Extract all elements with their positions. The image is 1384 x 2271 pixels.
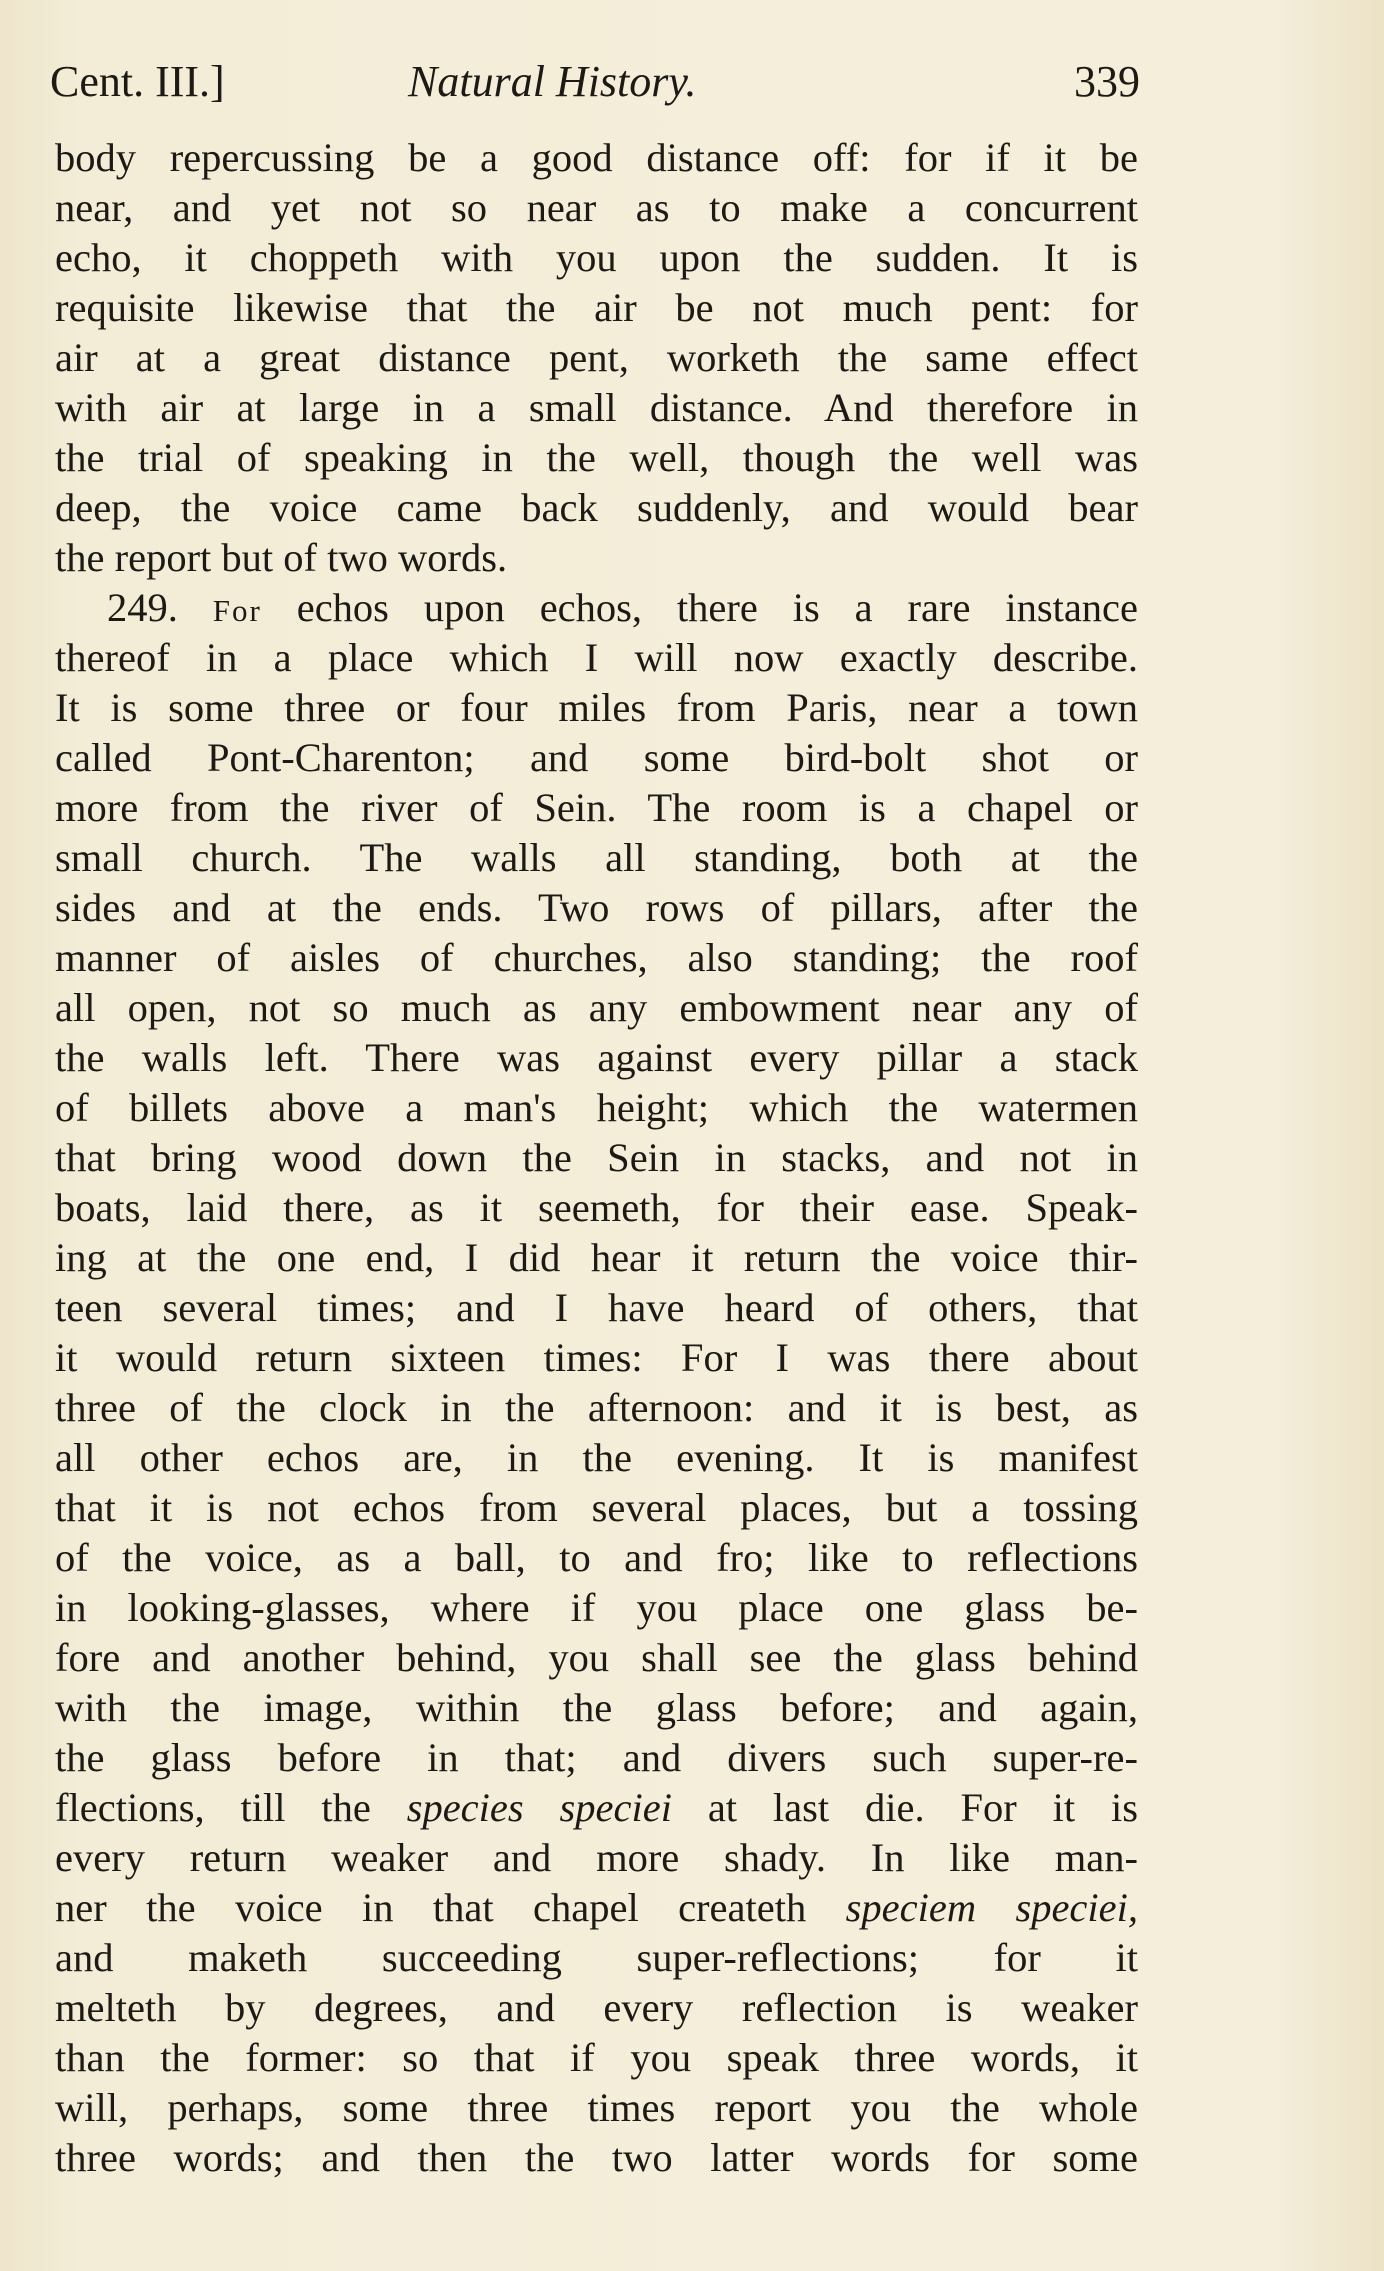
text-line: body repercussing be a good distance off: for if it be	[55, 135, 1138, 180]
section-label: Cent. III.]	[50, 57, 225, 106]
paragraph-start-line	[55, 583, 1138, 633]
text-line: It is some three or four miles from Paris, near a town	[55, 685, 1138, 730]
text-line: boats, laid there, as it seemeth, for their ease. Speak-	[55, 1185, 1138, 1230]
text-line: that it is not echos from several places, but a tossing	[55, 1485, 1138, 1530]
text-line: all open, not so much as any embowment near any of	[55, 985, 1138, 1030]
text-line: the glass before in that; and divers such super-re-	[55, 1735, 1138, 1780]
text-line: will, perhaps, some three times report you the whole	[55, 2085, 1138, 2130]
text-line: fore and another behind, you shall see the glass behind	[55, 1635, 1138, 1680]
text-line: air at a great distance pent, worketh the same effect	[55, 335, 1138, 380]
text-line: every return weaker and more shady. In like man-	[55, 1835, 1138, 1880]
text-line: with air at large in a small distance. And therefore in	[55, 385, 1138, 430]
text-line: in looking-glasses, where if you place one glass be-	[55, 1585, 1138, 1630]
text-line: than the former: so that if you speak three words, it	[55, 2035, 1138, 2080]
page-number: 339	[1074, 57, 1140, 106]
text-line: that bring wood down the Sein in stacks, and not in	[55, 1135, 1138, 1180]
text-line: deep, the voice came back suddenly, and would bear	[55, 485, 1138, 530]
text-line: the report but of two words.	[55, 535, 508, 580]
text-line: near, and yet not so near as to make a concurrent	[55, 185, 1138, 230]
text-line: called Pont-Charenton; and some bird-bolt shot or	[55, 735, 1138, 780]
text-line: sides and at the ends. Two rows of pillars, after the	[55, 885, 1138, 930]
text-line: more from the river of Sein. The room is a chapel or	[55, 785, 1138, 830]
text-segment: flections, till the	[55, 1785, 371, 1830]
latin-phrase: species speciei	[406, 1785, 672, 1830]
text-line: small church. The walls all standing, both at the	[55, 835, 1138, 880]
text-line: with the image, within the glass before; and again,	[55, 1685, 1138, 1730]
text-line: of billets above a man's height; which the watermen	[55, 1085, 1138, 1130]
text-segment: echos upon echos, there is a rare instance	[296, 585, 1139, 630]
text-line	[55, 1783, 1138, 1833]
paragraph-number: 249.	[107, 585, 178, 630]
text-segment: ner the voice in that chapel createth	[55, 1885, 807, 1930]
text-line: and maketh succeeding super-reflections; for it	[55, 1935, 1138, 1980]
body-text	[55, 133, 1138, 2183]
latin-phrase: speciem speciei,	[845, 1885, 1139, 1930]
text-line: ing at the one end, I did hear it return the voice thir-	[55, 1235, 1138, 1280]
text-line: requisite likewise that the air be not much pent: for	[55, 285, 1138, 330]
text-line: manner of aisles of churches, also standing; the roof	[55, 935, 1138, 980]
text-line: three words; and then the two latter words for some	[55, 2135, 1138, 2180]
text-line: it would return sixteen times: For I was there about	[55, 1335, 1138, 1380]
text-line: three of the clock in the afternoon: and it is best, as	[55, 1385, 1138, 1430]
text-line: the walls left. There was against every pillar a stack	[55, 1035, 1138, 1080]
text-line: melteth by degrees, and every reflection is weaker	[55, 1985, 1138, 2030]
text-line: the trial of speaking in the well, though the well was	[55, 435, 1138, 480]
text-line: teen several times; and I have heard of others, that	[55, 1285, 1138, 1330]
text-line: all other echos are, in the evening. It is manifest	[55, 1435, 1138, 1480]
text-line: echo, it choppeth with you upon the sudden. It is	[55, 235, 1138, 280]
text-line: thereof in a place which I will now exactly describe.	[55, 635, 1138, 680]
running-title: Natural History.	[408, 57, 697, 106]
text-segment: at last die. For it is	[707, 1785, 1139, 1830]
text-line	[55, 1883, 1138, 1933]
text-line: of the voice, as a ball, to and fro; like to reflections	[55, 1535, 1138, 1580]
paragraph-lead-word: For	[212, 593, 262, 628]
running-header	[50, 52, 1140, 112]
